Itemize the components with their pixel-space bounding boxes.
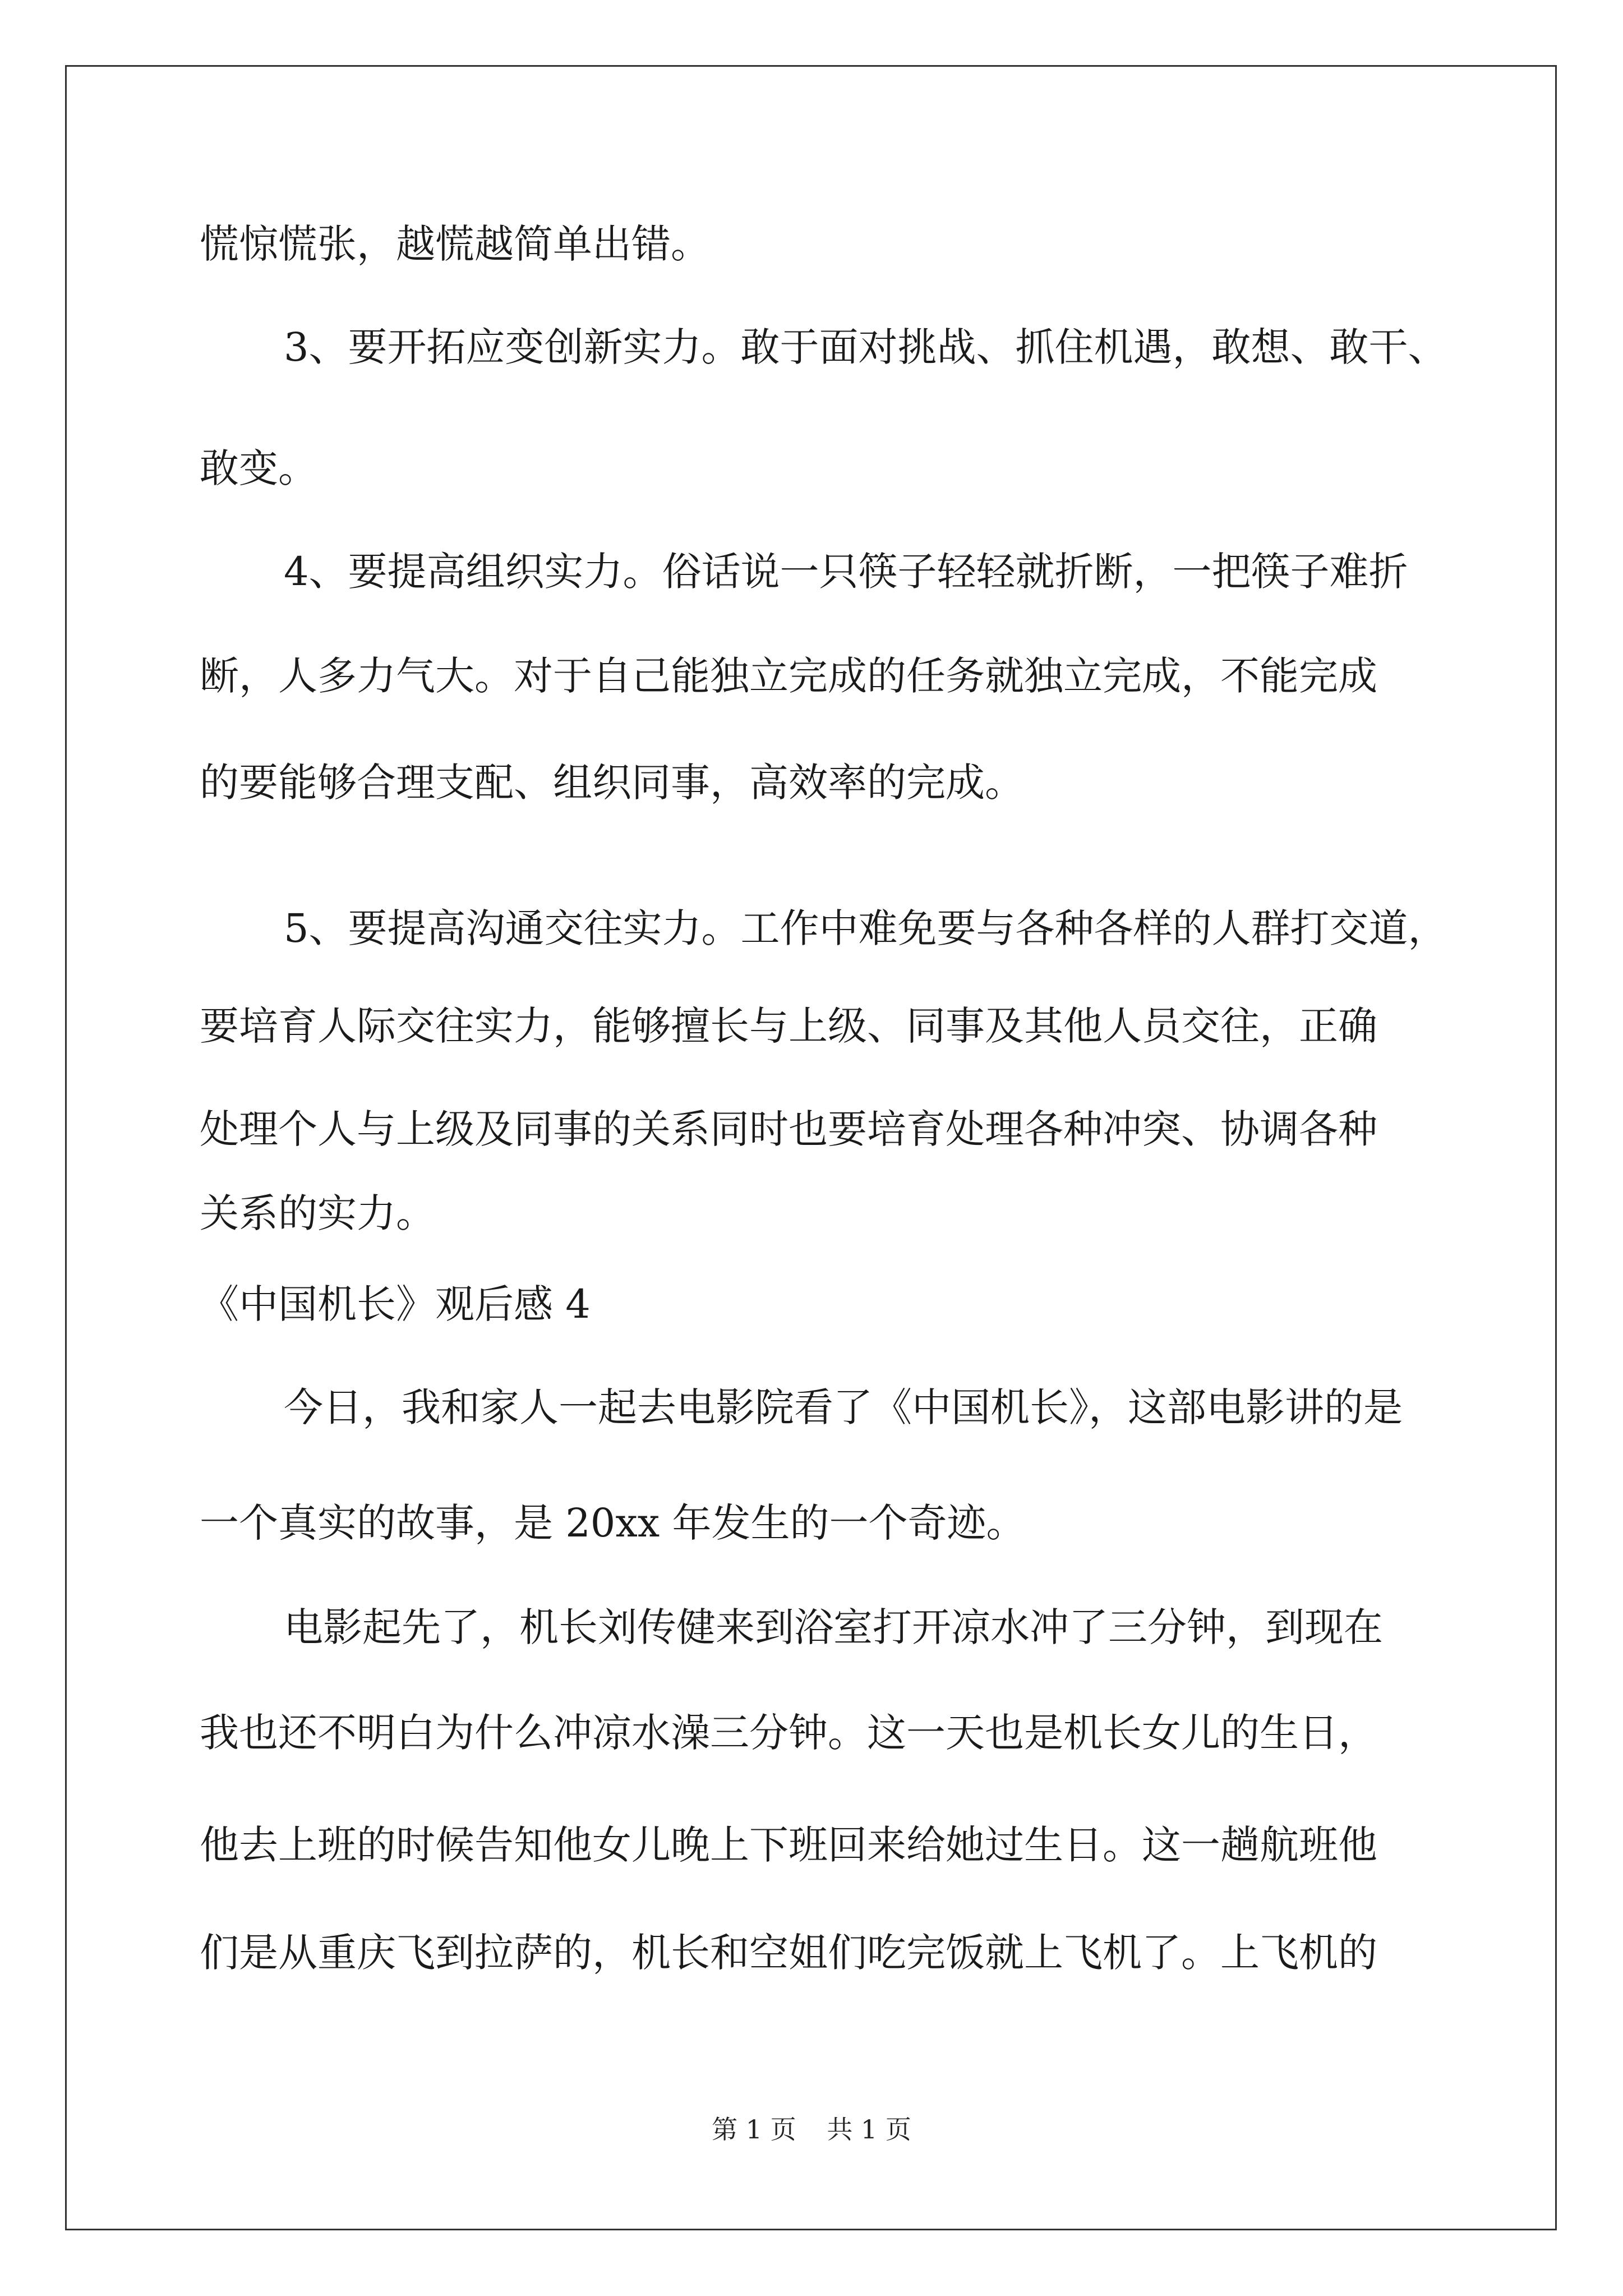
text-line: 处理个人与上级及同事的关系同时也要培育处理各种冲突、协调各种	[200, 1106, 1377, 1152]
text-line: 电影起先了，机长刘传健来到浴室打开凉水冲了三分钟，到现在	[284, 1604, 1383, 1650]
text-line: 的要能够合理支配、组织同事，高效率的完成。	[200, 760, 1024, 806]
text-line: 一个真实的故事，是 20xx 年发生的一个奇迹。	[200, 1500, 1026, 1546]
page-footer	[0, 2109, 1623, 2146]
text-line: 要培育人际交往实力，能够擅长与上级、同事及其他人员交往，正确	[200, 1003, 1377, 1049]
page-total: 共 1 页	[827, 2114, 911, 2145]
text-line: 敢变。	[200, 445, 317, 491]
text-line: 4、要提高组织实力。俗话说一只筷子轻轻就折断，一把筷子难折	[284, 549, 1408, 595]
text-line: 关系的实力。	[200, 1190, 435, 1236]
text-line: 们是从重庆飞到拉萨的，机长和空姐们吃完饭就上飞机了。上飞机的	[200, 1930, 1377, 1976]
text-line: 慌惊慌张，越慌越简单出错。	[200, 221, 710, 267]
text-line: 今日，我和家人一起去电影院看了《中国机长》，这部电影讲的是	[284, 1384, 1403, 1430]
text-line: 他去上班的时候告知他女儿晚上下班回来给她过生日。这一趟航班他	[200, 1822, 1377, 1868]
page-number: 第 1 页	[712, 2114, 796, 2145]
text-line: 我也还不明白为什么冲凉水澡三分钟。这一天也是机长女儿的生日，	[200, 1710, 1377, 1756]
section-heading: 《中国机长》观后感 4	[200, 1281, 591, 1327]
text-line: 3、要开拓应变创新实力。敢于面对挑战、抓住机遇，敢想、敢干、	[284, 324, 1447, 370]
text-line: 5、要提高沟通交往实力。工作中难免要与各种各样的人群打交道，	[284, 905, 1447, 951]
text-line: 断，人多力气大。对于自己能独立完成的任务就独立完成，不能完成	[200, 653, 1377, 699]
